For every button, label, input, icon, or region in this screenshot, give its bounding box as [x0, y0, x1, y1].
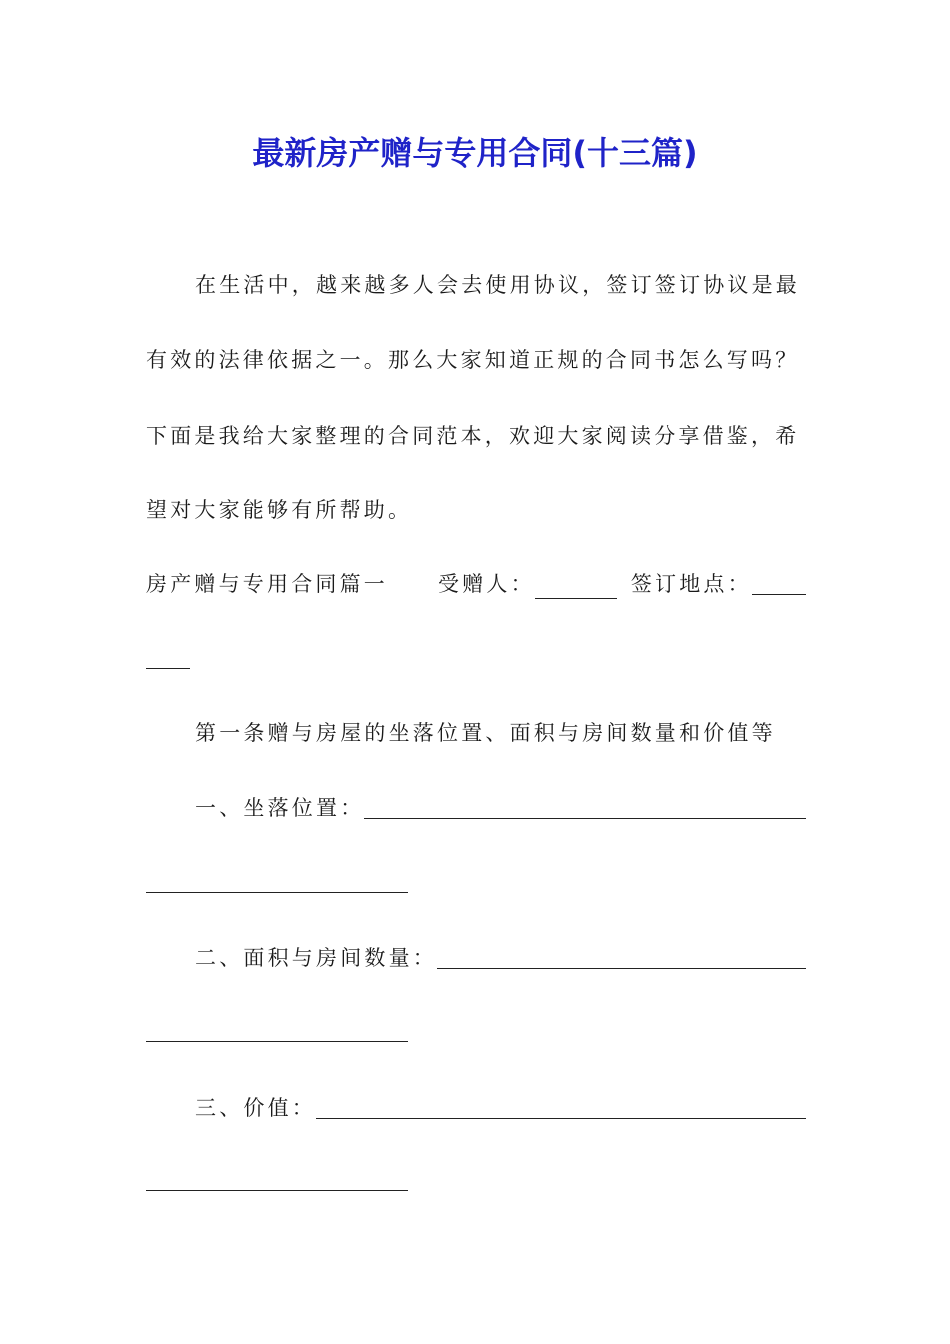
item-value-line — [195, 1093, 806, 1123]
item-area-blank-continued[interactable] — [146, 1041, 408, 1042]
intro-line-2: 有效的法律依据之一。那么大家知道正规的合同书怎么写吗？ — [146, 348, 800, 372]
item-value-label: 三、价值： — [195, 1096, 316, 1120]
article-one: 第一条赠与房屋的坐落位置、面积与房间数量和价值等 — [195, 721, 776, 745]
item-area-label: 二、面积与房间数量： — [195, 946, 437, 970]
intro-line-3: 下面是我给大家整理的合同范本，欢迎大家阅读分享借鉴，希 — [146, 424, 800, 448]
item-location-label: 一、坐落位置： — [195, 796, 365, 820]
location-blank-continued[interactable] — [146, 668, 190, 669]
location-blank[interactable] — [752, 572, 806, 595]
item-area-blank[interactable] — [437, 946, 806, 969]
item-value-blank-continued[interactable] — [146, 1190, 408, 1191]
item-location-line — [195, 793, 806, 823]
location-label: 签订地点： — [630, 572, 752, 596]
item-location-blank[interactable] — [364, 796, 806, 819]
recipient-blank[interactable] — [535, 576, 617, 599]
section-one-heading: 房产赠与专用合同篇一 — [146, 572, 388, 596]
intro-line-1: 在生活中，越来越多人会去使用协议，签订签订协议是最 — [195, 273, 800, 297]
item-location-blank-continued[interactable] — [146, 892, 408, 893]
recipient-label: 受赠人： — [438, 572, 535, 596]
intro-line-4: 望对大家能够有所帮助。 — [146, 498, 413, 522]
item-value-blank[interactable] — [316, 1096, 806, 1119]
item-area-line — [195, 943, 806, 973]
document-title: 最新房产赠与专用合同(十三篇) — [252, 134, 698, 172]
section-one-header-line — [146, 569, 806, 599]
